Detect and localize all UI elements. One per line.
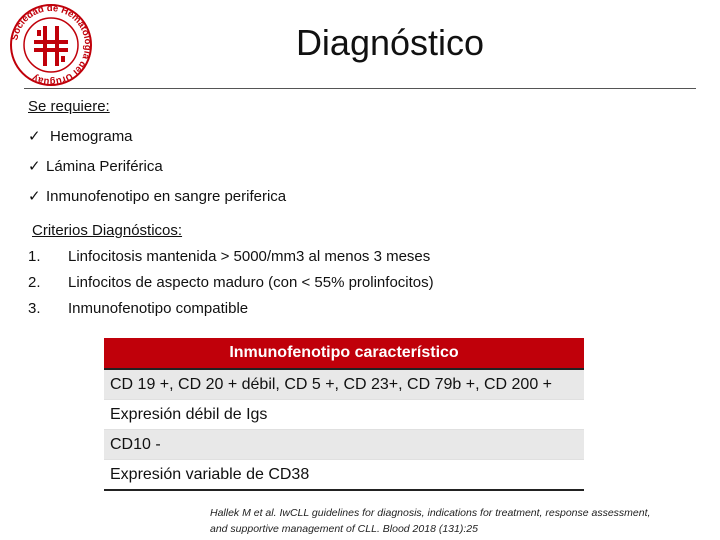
requirement-text: Hemograma bbox=[50, 128, 133, 145]
criteria-number: 2. bbox=[28, 274, 41, 291]
table-row: CD 19 +, CD 20 + débil, CD 5 +, CD 23+, CD 79b +, CD 200 + bbox=[104, 370, 584, 400]
criteria-text: Inmunofenotipo compatible bbox=[68, 300, 249, 317]
requirement-text: Lámina Periférica bbox=[46, 158, 163, 175]
citation-line: and supportive management of CLL. Blood 2018 (131):25 bbox=[210, 523, 478, 535]
criteria-text: Linfocitosis mantenida > 5000/mm3 al menos 3 meses bbox=[68, 248, 431, 265]
list-item bbox=[28, 128, 434, 146]
citation bbox=[210, 505, 715, 537]
page-title: Diagnóstico bbox=[295, 22, 485, 63]
list-item bbox=[28, 248, 434, 266]
criteria-number: 3. bbox=[28, 300, 41, 317]
checkmark-icon: ✓ bbox=[28, 128, 41, 145]
table-row: CD10 - bbox=[104, 430, 584, 460]
checkmark-icon: ✓ bbox=[28, 158, 41, 175]
list-item bbox=[28, 188, 434, 206]
checkmark-icon: ✓ bbox=[28, 188, 41, 205]
table-row: Expresión variable de CD38 bbox=[104, 460, 584, 491]
citation-line: Hallek M et al. IwCLL guidelines for diagnosis, indications for treatment, response assessment, bbox=[210, 507, 651, 519]
table-row: Expresión débil de Igs bbox=[104, 400, 584, 430]
title-divider bbox=[24, 88, 696, 89]
criteria-label: Criterios Diagnósticos: bbox=[32, 222, 183, 239]
table-header: Inmunofenotipo característico bbox=[104, 338, 584, 370]
slide-body bbox=[28, 96, 434, 318]
criteria-text: Linfocitos de aspecto maduro (con < 55% prolinfocitos) bbox=[68, 274, 434, 291]
list-item bbox=[28, 300, 434, 318]
svg-text:Sociedad de Hematología del Ur: Sociedad de Hematología del Uruguay bbox=[9, 4, 94, 86]
criteria-number: 1. bbox=[28, 248, 41, 265]
requirements-label: Se requiere: bbox=[28, 98, 110, 115]
list-item bbox=[28, 158, 434, 176]
requirement-text: Inmunofenotipo en sangre periferica bbox=[46, 188, 287, 205]
criteria-section bbox=[28, 222, 434, 318]
list-item bbox=[28, 274, 434, 292]
immunophenotype-table bbox=[104, 338, 584, 491]
